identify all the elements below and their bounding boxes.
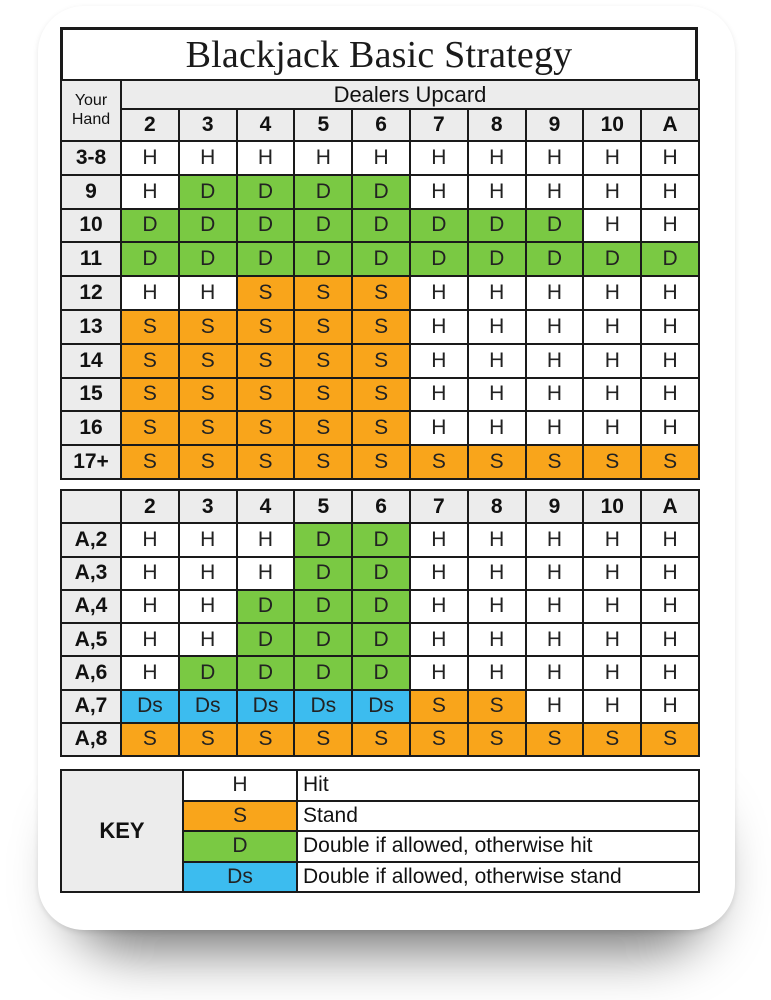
hand-label: A,6 [61, 656, 121, 689]
strategy-cell: H [641, 276, 699, 310]
strategy-cell: H [526, 411, 584, 445]
strategy-cell: H [179, 141, 237, 175]
strategy-cell: H [583, 141, 641, 175]
strategy-cell: D [294, 175, 352, 209]
strategy-cell: H [583, 523, 641, 556]
strategy-cell: H [468, 411, 526, 445]
strategy-cell: H [526, 276, 584, 310]
strategy-cell: S [468, 445, 526, 479]
strategy-cell: H [121, 523, 179, 556]
strategy-cell: D [179, 175, 237, 209]
strategy-cell: H [526, 344, 584, 378]
strategy-cell: D [294, 242, 352, 276]
strategy-cell: H [526, 378, 584, 412]
strategy-cell: H [410, 590, 468, 623]
hand-label: 12 [61, 276, 121, 310]
strategy-cell: H [583, 590, 641, 623]
strategy-cell: S [352, 310, 410, 344]
your-hand-header [61, 80, 121, 141]
strategy-cell: S [179, 378, 237, 412]
strategy-cell: H [583, 209, 641, 243]
soft-dealer-card-3: 3 [179, 490, 237, 523]
strategy-cell: S [237, 310, 295, 344]
hand-label: A,2 [61, 523, 121, 556]
strategy-cell: S [641, 723, 699, 756]
strategy-cell: H [641, 656, 699, 689]
table-row [61, 310, 699, 344]
soft-dealer-card-7: 7 [410, 490, 468, 523]
strategy-cell: H [583, 175, 641, 209]
strategy-cell: S [237, 344, 295, 378]
key-title: KEY [61, 770, 183, 892]
dealer-card-row [61, 109, 699, 141]
strategy-cell: S [641, 445, 699, 479]
strategy-cell: D [121, 242, 179, 276]
strategy-cell: H [237, 557, 295, 590]
strategy-cell: D [352, 557, 410, 590]
strategy-cell: H [641, 523, 699, 556]
table-row [61, 656, 699, 689]
soft-dealer-card-row [61, 490, 699, 523]
key-description: Hit [297, 770, 699, 801]
dealer-card-8: 8 [468, 109, 526, 141]
strategy-cell: S [526, 445, 584, 479]
strategy-cell: D [352, 523, 410, 556]
dealer-card-2: 2 [121, 109, 179, 141]
strategy-cell: H [468, 523, 526, 556]
strategy-cell: S [294, 378, 352, 412]
strategy-cell: D [121, 209, 179, 243]
strategy-cell: S [583, 445, 641, 479]
strategy-cell: H [641, 623, 699, 656]
strategy-cell: D [468, 209, 526, 243]
dealer-card-5: 5 [294, 109, 352, 141]
strategy-cell: D [352, 209, 410, 243]
soft-dealer-card-10: 10 [583, 490, 641, 523]
hand-label: 16 [61, 411, 121, 445]
strategy-cell: S [237, 276, 295, 310]
key-description: Stand [297, 801, 699, 832]
strategy-cell: H [526, 175, 584, 209]
strategy-cell: S [294, 310, 352, 344]
strategy-cell: D [294, 523, 352, 556]
strategy-cell: D [352, 623, 410, 656]
strategy-cell: S [410, 690, 468, 723]
strategy-cell: H [583, 690, 641, 723]
strategy-cell: S [237, 378, 295, 412]
strategy-cell: H [583, 310, 641, 344]
strategy-cell: H [468, 141, 526, 175]
strategy-cell: Ds [121, 690, 179, 723]
hand-label: 3-8 [61, 141, 121, 175]
hand-label: A,5 [61, 623, 121, 656]
strategy-cell: S [237, 445, 295, 479]
strategy-cell: Ds [237, 690, 295, 723]
strategy-cell: H [179, 623, 237, 656]
soft-dealer-card-9: 9 [526, 490, 584, 523]
hand-label: A,7 [61, 690, 121, 723]
hand-label: A,8 [61, 723, 121, 756]
title-box [60, 27, 698, 82]
table-row [61, 242, 699, 276]
strategy-cell: H [583, 344, 641, 378]
strategy-cell: S [410, 445, 468, 479]
strategy-cell: D [179, 656, 237, 689]
strategy-cell: H [641, 310, 699, 344]
strategy-cell: D [352, 175, 410, 209]
strategy-cell: S [410, 723, 468, 756]
your-hand-line2: Hand [71, 110, 111, 128]
strategy-cell: H [583, 411, 641, 445]
strategy-cell: H [526, 523, 584, 556]
key-description: Double if allowed, otherwise stand [297, 862, 699, 893]
table-row [61, 378, 699, 412]
strategy-cell: D [294, 209, 352, 243]
strategy-cell: D [352, 656, 410, 689]
strategy-cell: S [294, 723, 352, 756]
dealer-card-6: 6 [352, 109, 410, 141]
strategy-cell: H [641, 175, 699, 209]
strategy-cell: D [583, 242, 641, 276]
strategy-cell: H [410, 523, 468, 556]
strategy-cell: D [410, 209, 468, 243]
hand-label: 10 [61, 209, 121, 243]
table-row [61, 623, 699, 656]
strategy-cell: H [526, 310, 584, 344]
strategy-cell: D [410, 242, 468, 276]
strategy-cell: H [121, 656, 179, 689]
strategy-cell: H [468, 175, 526, 209]
strategy-cell: H [526, 557, 584, 590]
key-table [60, 769, 700, 893]
strategy-cell: H [468, 557, 526, 590]
strategy-cell: S [352, 445, 410, 479]
strategy-cell: H [410, 141, 468, 175]
strategy-cell: H [641, 411, 699, 445]
strategy-cell: S [179, 344, 237, 378]
strategy-cell: D [237, 242, 295, 276]
soft-dealer-card-8: 8 [468, 490, 526, 523]
strategy-cell: H [179, 557, 237, 590]
strategy-cell: S [121, 723, 179, 756]
strategy-cell: H [410, 623, 468, 656]
strategy-cell: Ds [294, 690, 352, 723]
strategy-cell: H [583, 656, 641, 689]
strategy-cell: H [583, 276, 641, 310]
soft-dealer-card-5: 5 [294, 490, 352, 523]
soft-dealer-card-6: 6 [352, 490, 410, 523]
strategy-cell: H [526, 690, 584, 723]
table-row [61, 445, 699, 479]
strategy-cell: D [352, 242, 410, 276]
strategy-cell: H [468, 656, 526, 689]
strategy-cell: H [583, 623, 641, 656]
dealers-upcard-header: Dealers Upcard [121, 80, 699, 109]
strategy-cell: H [237, 141, 295, 175]
strategy-cell: H [583, 557, 641, 590]
table-row [61, 344, 699, 378]
strategy-cell: H [468, 344, 526, 378]
strategy-cell: H [583, 378, 641, 412]
strategy-cell: H [526, 623, 584, 656]
key-symbol: D [183, 831, 297, 862]
table-row [61, 690, 699, 723]
strategy-cell: S [121, 445, 179, 479]
key-symbol: H [183, 770, 297, 801]
strategy-cell: S [294, 445, 352, 479]
strategy-cell: S [583, 723, 641, 756]
strategy-cell: S [294, 411, 352, 445]
table-row [61, 557, 699, 590]
strategy-cell: D [237, 209, 295, 243]
dealer-card-A: A [641, 109, 699, 141]
strategy-cell: H [468, 310, 526, 344]
hand-label: A,3 [61, 557, 121, 590]
strategy-cell: H [410, 276, 468, 310]
strategy-cell: D [179, 242, 237, 276]
strategy-cell: S [179, 411, 237, 445]
soft-corner-cell [61, 490, 121, 523]
strategy-cell: D [294, 590, 352, 623]
strategy-cell: D [179, 209, 237, 243]
strategy-cell: H [179, 590, 237, 623]
strategy-cell: H [526, 590, 584, 623]
table-row [61, 723, 699, 756]
strategy-cell: H [641, 378, 699, 412]
strategy-cell: H [179, 276, 237, 310]
strategy-cell: D [294, 623, 352, 656]
dealer-card-10: 10 [583, 109, 641, 141]
strategy-cell: H [410, 175, 468, 209]
soft-dealer-card-4: 4 [237, 490, 295, 523]
key-symbol: Ds [183, 862, 297, 893]
strategy-cell: D [294, 557, 352, 590]
page-title: Blackjack Basic Strategy [185, 33, 573, 76]
strategy-cell: H [468, 276, 526, 310]
hand-label: 9 [61, 175, 121, 209]
strategy-cell: D [237, 623, 295, 656]
table-row [61, 590, 699, 623]
strategy-cell: H [237, 523, 295, 556]
hand-label: A,4 [61, 590, 121, 623]
strategy-cell: H [641, 557, 699, 590]
strategy-cell: H [121, 276, 179, 310]
strategy-cell: H [121, 557, 179, 590]
strategy-cell: H [410, 557, 468, 590]
soft-totals-table [60, 489, 700, 757]
hand-label: 13 [61, 310, 121, 344]
strategy-cell: H [526, 141, 584, 175]
strategy-cell: S [468, 690, 526, 723]
strategy-cell: S [179, 310, 237, 344]
strategy-cell: D [468, 242, 526, 276]
strategy-cell: H [641, 209, 699, 243]
strategy-cell: H [641, 590, 699, 623]
strategy-cell: Ds [352, 690, 410, 723]
key-row [61, 770, 699, 801]
soft-dealer-card-2: 2 [121, 490, 179, 523]
hand-label: 11 [61, 242, 121, 276]
table-row [61, 523, 699, 556]
key-description: Double if allowed, otherwise hit [297, 831, 699, 862]
strategy-cell: S [294, 344, 352, 378]
strategy-cell: H [410, 411, 468, 445]
strategy-cell: H [410, 656, 468, 689]
key-symbol: S [183, 801, 297, 832]
strategy-cell: H [179, 523, 237, 556]
strategy-cell: S [237, 723, 295, 756]
strategy-cell: H [121, 623, 179, 656]
strategy-cell: S [179, 723, 237, 756]
strategy-cell: S [121, 411, 179, 445]
strategy-cell: H [121, 175, 179, 209]
strategy-cell: H [121, 590, 179, 623]
strategy-cell: S [121, 344, 179, 378]
strategy-cell: D [294, 656, 352, 689]
strategy-cell: S [526, 723, 584, 756]
strategy-cell: Ds [179, 690, 237, 723]
strategy-cell: D [237, 590, 295, 623]
strategy-cell: S [352, 411, 410, 445]
strategy-cell: H [121, 141, 179, 175]
strategy-cell: H [641, 690, 699, 723]
dealer-card-3: 3 [179, 109, 237, 141]
your-hand-line1: Your [74, 92, 108, 110]
strategy-cell: S [352, 276, 410, 310]
soft-dealer-card-A: A [641, 490, 699, 523]
strategy-cell: S [121, 378, 179, 412]
strategy-cell: S [179, 445, 237, 479]
strategy-cell: H [641, 141, 699, 175]
strategy-cell: S [352, 723, 410, 756]
strategy-cell: S [468, 723, 526, 756]
table-row [61, 276, 699, 310]
strategy-cell: S [352, 378, 410, 412]
strategy-cell: H [410, 378, 468, 412]
strategy-cell: D [237, 175, 295, 209]
strategy-cell: D [352, 590, 410, 623]
strategy-cell: D [237, 656, 295, 689]
strategy-cell: S [237, 411, 295, 445]
dealer-card-9: 9 [526, 109, 584, 141]
hand-label: 15 [61, 378, 121, 412]
hard-totals-table [60, 79, 700, 480]
hand-label: 17+ [61, 445, 121, 479]
strategy-cell: H [468, 378, 526, 412]
strategy-cell: H [468, 590, 526, 623]
strategy-cell: D [526, 209, 584, 243]
strategy-cell: D [526, 242, 584, 276]
strategy-cell: S [294, 276, 352, 310]
table-row [61, 209, 699, 243]
strategy-cell: H [410, 344, 468, 378]
strategy-cell: S [352, 344, 410, 378]
strategy-cell: H [526, 656, 584, 689]
strategy-cell: D [641, 242, 699, 276]
strategy-cell: H [641, 344, 699, 378]
strategy-cell: H [468, 623, 526, 656]
dealer-card-4: 4 [237, 109, 295, 141]
strategy-cell: H [294, 141, 352, 175]
table-row [61, 175, 699, 209]
hand-label: 14 [61, 344, 121, 378]
strategy-cell: H [410, 310, 468, 344]
strategy-cell: H [352, 141, 410, 175]
table-row [61, 141, 699, 175]
strategy-cell: S [121, 310, 179, 344]
dealer-card-7: 7 [410, 109, 468, 141]
table-row [61, 411, 699, 445]
